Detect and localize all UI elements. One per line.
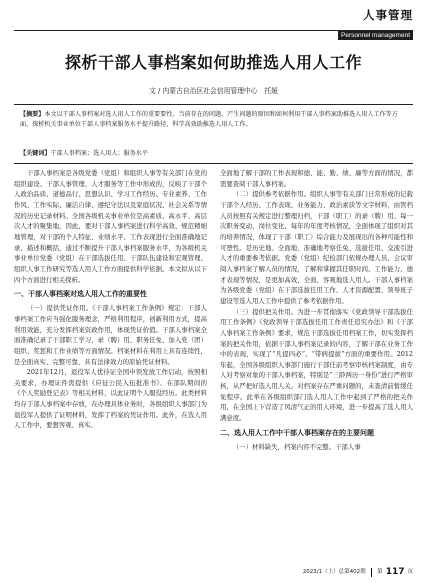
body-paragraph: 全面地了解干部的工作表现和德、能、勤、绩、廉等方面的情况，都需要查阅干部人事档案。 — [220, 169, 413, 188]
body-paragraph — [220, 189, 413, 306]
subheading-gatekeeping: （三）提供把关作用。 — [232, 307, 298, 316]
page-label: 第 — [377, 569, 383, 575]
subheading-reference: （二）提供参考依据作用。 — [232, 190, 311, 199]
keywords-label: 【关键词】 — [20, 150, 51, 157]
section-subtitle: Personnel management — [338, 31, 413, 40]
subheading-evidence: （一）提供凭证作用。 — [26, 304, 93, 313]
page-number: 117 — [385, 567, 405, 577]
body-paragraph: （一）材料缺失，档案内容不完整。干部人事 — [232, 442, 361, 451]
keywords — [20, 149, 405, 159]
abstract-text: 本文以干部人事档案对选人用人工作的重要要性、当前存在的问题、产生问题的原因和如何利用干部人事档案助推选人用人工作等方面，探析机关事业单位干部人事档案服务水平提升路径，科学高效助推选人用人工作。 — [20, 111, 398, 129]
page-footer — [303, 567, 413, 577]
keywords-text: 干部人事档案；选人用人；服务水平 — [50, 150, 148, 157]
body-paragraph: 2021年12月，退役军人优待证全国申领发放工作启动，按照相关要求，办理证件需提供《应征公民入伍批准书》、在部队期间的《个人奖励登记表》等相关材料，以此证明个人服役经历。此类材料均存于部人事档案中存放，在办理具体业务时，各级组织人事部门为退役军人提供了证明材料，发挥了档案的凭证作用。此外，在选人用人工作中，要想客观、真实、 — [14, 368, 207, 430]
issue-info: 2023/1（上）总第402期 — [302, 569, 366, 575]
heading-problems: 二、选人用人工作中干部人事档案存在的主要问题 — [220, 428, 374, 437]
body-paragraph — [220, 307, 413, 424]
abstract-box — [14, 104, 413, 164]
page-suffix: 页 — [407, 569, 413, 575]
section-header — [338, 8, 413, 41]
header-rule — [14, 30, 413, 31]
abstract-label: 【摘要】 — [20, 111, 45, 118]
gatekeeping-text: 为进一步贯彻落实《党政领导干部选拔任用工作条例》《党政领导干部选拔任用工作责任追究办法》和《干部人事档案工作条例》要求，规范干部选拔任用档案工作，切实发挥档案的把关作用，依据干部人事档案记录的内容，了解干部在业务工作中的表现，实现了“凡提四必”、“带病提拔”方面的重要作用。2012年起，全国各级组织人事部门施行干部任前考察审核档案制度，由专人对考察对象的干部人事档案，特别是“三龄两历一身份”进行严格审核，从严把好选人用人关。对档案存在严重问题的，未查清前暂缓任免程序。此举在各级组织部门选人用人工作中起到了严格的把关作用，在全国上下营造了风清气正的用人环境，进一步提高了选人用人满意度。 — [220, 307, 413, 423]
right-column — [220, 168, 413, 452]
footer-divider — [371, 568, 373, 577]
body-paragraph — [14, 303, 207, 367]
evidence-text: 《干部人事档案工作条例》规定：干部人事档案工作应当强化服务理念，严格利用程序，创新利用方式，提高利用效能，充分发挥档案资政作用，体现凭证价值。干部人事档案全面准确记录了干部职工学习、录（聘）用、职务任免、加入党（团）组织、奖惩和工作业绩等方面情况。档案材料在利用上具有连续性，是全面真实、完整可靠、具有法律效力的原始凭证材料。 — [14, 304, 207, 366]
article-author: 文 / 内蒙古自治区社会信用管理中心 托娅 — [149, 87, 278, 95]
section-title: 人事管理 — [363, 8, 413, 22]
left-column — [14, 168, 207, 431]
heading-importance: 一、干部人事档案对选人用人工作的重要性 — [14, 290, 147, 299]
reference-text: 组织人事等有关部门日常形成的记载干部个人经历、工作表现、业务能力、政治素质等文字材料，由管档人员按照有关规定进行整理归档，干部（职工）的录（聘）用、每一次职务变动、岗位变化，每年的年度考核情况，全面体现了组织对其的培养情况，体现了干部（职工）综合能力及展现出的各种可能性和可塑性。是历史地、全面地、准确地考察任免、选拔任用、交流引进人才的重要参考依据。党委（党组）纪检部门依规办理人员、会议审阅人事档案了解人员的情况，了解和掌握其任职时间、工作能力、德才表现等情况，是更加高效、全面、客观地选人用人。干部人事档案为各级党委（党组）在干部选拔任用工作、人才资源配置、领导班子建设等选人用人工作中提供了参考依据作用。 — [220, 190, 413, 305]
article-title: 探析干部人事档案如何助推选人用人工作 — [64, 53, 362, 72]
intro-paragraph: 干部人事档案是各级党委（党组）和组织人事等有关部门在党的组织建设、干部人事管理、人才服务等工作中形成的，反映了干部个人政治品质、道德品行、思想认识、学习工作经历、专业素养、工作作风、工作实际、廉洁自律、遵纪守法以及家庭状况、社会关系等情况的历史记录材料。全国各级机关事业单位是高素质、高水平、高层次人才的聚集地，因此，要对干部人事档案进行科学高效、规范精细地管理，对干部的个人特征、业绩水平、工作表现进行全面准确地记录、描述和概括，通过不断提升干部人事档案服务水平，为各级机关事业单位党委（党组）在干部选拔任用、干部队伍建设和宏观管理、组织人事工作研究等选人用人工作方面提供科学依据。本文拟从以下四个方面进行相关探析。 — [14, 169, 207, 284]
abstract — [20, 110, 405, 131]
